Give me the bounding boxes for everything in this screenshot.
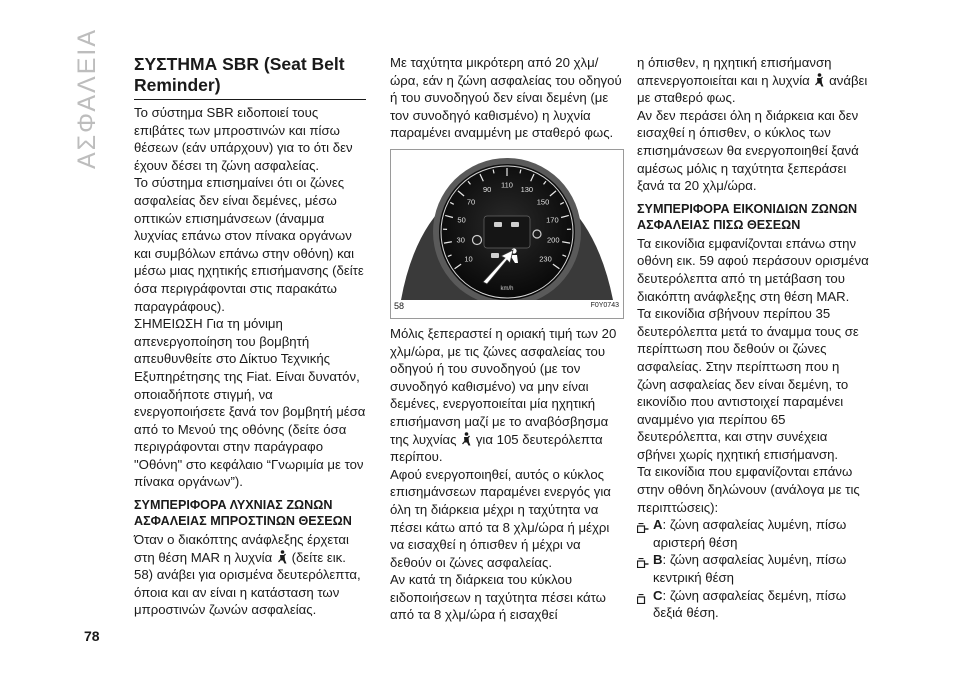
column-right	[637, 54, 869, 622]
subsection-heading: ΣΥΜΠΕΡΙΦΟΡΑ ΛΥΧΝΙΑΣ ΖΩΝΩΝ ΑΣΦΑΛΕΙΑΣ ΜΠΡΟΣΤΙΝΩΝ ΘΕΣΕΩΝ	[134, 498, 352, 529]
paragraph: Αν δεν περάσει όλη η διάρκεια και δεν εισαχθεί η όπισθεν, ο κύκλος των επισημάνσεων θα ενεργοποιηθεί ξανά αμέσως μόλις η ταχύτητα ξεπεράσει ξανά τα 20 χλμ/ώρα.	[637, 107, 859, 194]
paragraph: Μόλις ξεπεραστεί η οριακή τιμή των 20 χλμ/ώρα, με τις ζώνες ασφαλείας του οδηγού ή του συνοδηγού (με τον συνοδηγό καθισμένο) να μην είναι δεμένες, ενεργοποιείται μία ηχητική επισήμανση μαζί με το αναβόσβησμα της λυχνίας για 105 δευτερόλεπτα περίπου.	[390, 325, 617, 465]
speedometer-tick	[520, 169, 521, 173]
paragraph: Με ταχύτητα μικρότερη από 20 χλμ/ώρα, εάν η ζώνη ασφαλείας του οδηγού ή του συνοδηγού δεν είναι δεμένη (με τον συνοδηγό καθισμένο) η λυχνία παραμένει αναμμένη με σταθερό φως.	[390, 55, 622, 141]
paragraph: Τα εικονίδια εμφανίζονται επάνω στην οθόνη εικ. 59 αφού περάσουν ορισμένα δευτερόλεπτα από τη μετάβαση του διακόπτη ανάφλεξης στη θέση MAR.	[637, 235, 869, 304]
speedometer-tick-label: 110	[501, 180, 513, 190]
column-left	[134, 54, 366, 619]
paragraph: Τα εικονίδια σβήνουν περίπου 35 δευτερόλεπτα μετά το άναμμα τους σε περίπτωση που δεθούν οι ζώνες ασφαλείας. Στην περίπτωση που η ζώνη ασφαλείας δεν είναι δεμένη, το εικονίδιο που αντιστοιχεί παραμένει αναμμένο για περίπου 65 δευτερόλεπτα, και στην συνέχεια σβήνει χωρίς ηχητική επισήμανση.	[637, 306, 859, 462]
chapter-side-tab	[68, 28, 108, 168]
column-middle	[390, 54, 622, 624]
seatbelt-unfastened-icon	[637, 520, 649, 530]
seatbelt-unfastened-icon	[637, 555, 649, 565]
chapter-title: ΑΣΦΑΛΕΙΑ	[73, 27, 102, 169]
speedometer-tick-label: 50	[457, 215, 466, 225]
section-heading: ΣΥΣΤΗΜΑ SBR (Seat Belt Reminder)	[134, 54, 366, 100]
paragraph: Το σύστημα επισημαίνει ότι οι ζώνες ασφαλείας δεν είναι δεμένες, μέσω οπτικών επισημάνσεων (άναμμα λυχνίας επάνω στον πίνακα οργάνων και συμβόλων επάνω στην οθόνη) και μέσω μιας ηχητικής επισήμανσης (δείτε όσα περιγράφονται στις παρακάτω παραγράφους).	[134, 175, 364, 314]
speed-unit-label: km/h	[500, 285, 514, 292]
page-number: 78	[84, 628, 100, 644]
figure-code: F0Y0743	[590, 302, 619, 310]
speedometer-tick-label: 170	[546, 215, 559, 225]
paragraph: η όπισθεν, η ηχητική επισήμανση απενεργοποιείται και η λυχνία ανάβει με σταθερό φως.	[637, 55, 868, 106]
seatbelt-warning-icon	[276, 550, 288, 564]
figure-number: 58	[394, 301, 405, 312]
speedometer-tick-label: 200	[547, 235, 560, 245]
speedometer-tick-label: 150	[536, 197, 550, 207]
speedometer-tick-label: 90	[482, 184, 492, 194]
paragraph: Όταν ο διακόπτης ανάφλεξης έρχεται στη θέση MAR η λυχνία (δείτε εικ. 58) ανάβει για ορισμένα δευτερόλεπτα, όποια και αν είναι η κατάσταση των μπροστινών ζωνών ασφαλείας.	[134, 532, 361, 618]
speedometer-tick-label: 130	[520, 184, 534, 194]
subsection-heading: ΣΥΜΠΕΡΙΦΟΡΑ ΕΙΚΟΝΙΔΙΩΝ ΖΩΝΩΝ ΑΣΦΑΛΕΙΑΣ ΠΙΣΩ ΘΕΣΕΩΝ	[637, 201, 858, 232]
list-item: A: ζώνη ασφαλείας λυμένη, πίσω αριστερή θέση	[637, 516, 869, 551]
paragraph: Το σύστημα SBR ειδοποιεί τους επιβάτες των μπροστινών και πίσω θέσεων (εάν υπάρχουν) για το ότι δεν έχουν δέσει τη ζώνη ασφαλείας.	[134, 105, 353, 173]
paragraph: Αν κατά τη διάρκεια του κύκλου ειδοποιήσεων η ταχύτητα πέσει κάτω από τα 8 χλμ/ώρα ή εισαχθεί	[390, 572, 606, 623]
seatbelt-fastened-icon	[637, 591, 649, 601]
list-item: B: ζώνη ασφαλείας λυμένη, πίσω κεντρική θέση	[637, 551, 869, 586]
paragraph: Τα εικονίδια που εμφανίζονται επάνω στην οθόνη δηλώνουν (ανάλογα με τις περιπτώσεις):	[637, 464, 860, 515]
speedometer-tick-label: 70	[466, 197, 476, 207]
paragraph: Αφού ενεργοποιηθεί, αυτός ο κύκλος επισημάνσεων παραμένει ενεργός για όλη τη διάρκεια μέχρι η ταχύτητα να πέσει κάτω από τα 8 χλμ/ώρα ή μέχρι να εισαχθεί η όπισθεν ή μέχρι να δεθούν οι ζώνες ασφαλείας.	[390, 466, 611, 570]
speedometer-tick	[493, 169, 494, 173]
instrument-cluster-figure	[390, 149, 624, 319]
speedometer-tick-label: 230	[539, 254, 552, 264]
speedometer-illustration	[391, 150, 623, 300]
seatbelt-warning-icon	[460, 432, 472, 446]
speedometer-tick-label: 10	[464, 254, 473, 264]
seatbelt-warning-icon	[813, 73, 825, 87]
list-item: C: ζώνη ασφαλείας δεμένη, πίσω δεξιά θέση.	[637, 587, 869, 622]
speedometer-tick-label: 30	[456, 235, 465, 245]
note-paragraph: ΣΗΜΕΙΩΣΗ Για τη μόνιμη απενεργοποίηση του βομβητή απευθυνθείτε στο Δίκτυο Τεχνικής Εξυπηρέτησης της Fiat. Είναι δυνατόν, οποιαδήποτε στιγμή, να ενεργοποιήσετε ξανά τον βομβητή μέσα από το Μενού της οθόνης (δείτε όσα περιγράφονται στην παράγραφο "Οθόνη" στο κεφάλαιο “Γνωριμία με τον πίνακα οργάνων”).	[134, 316, 366, 490]
